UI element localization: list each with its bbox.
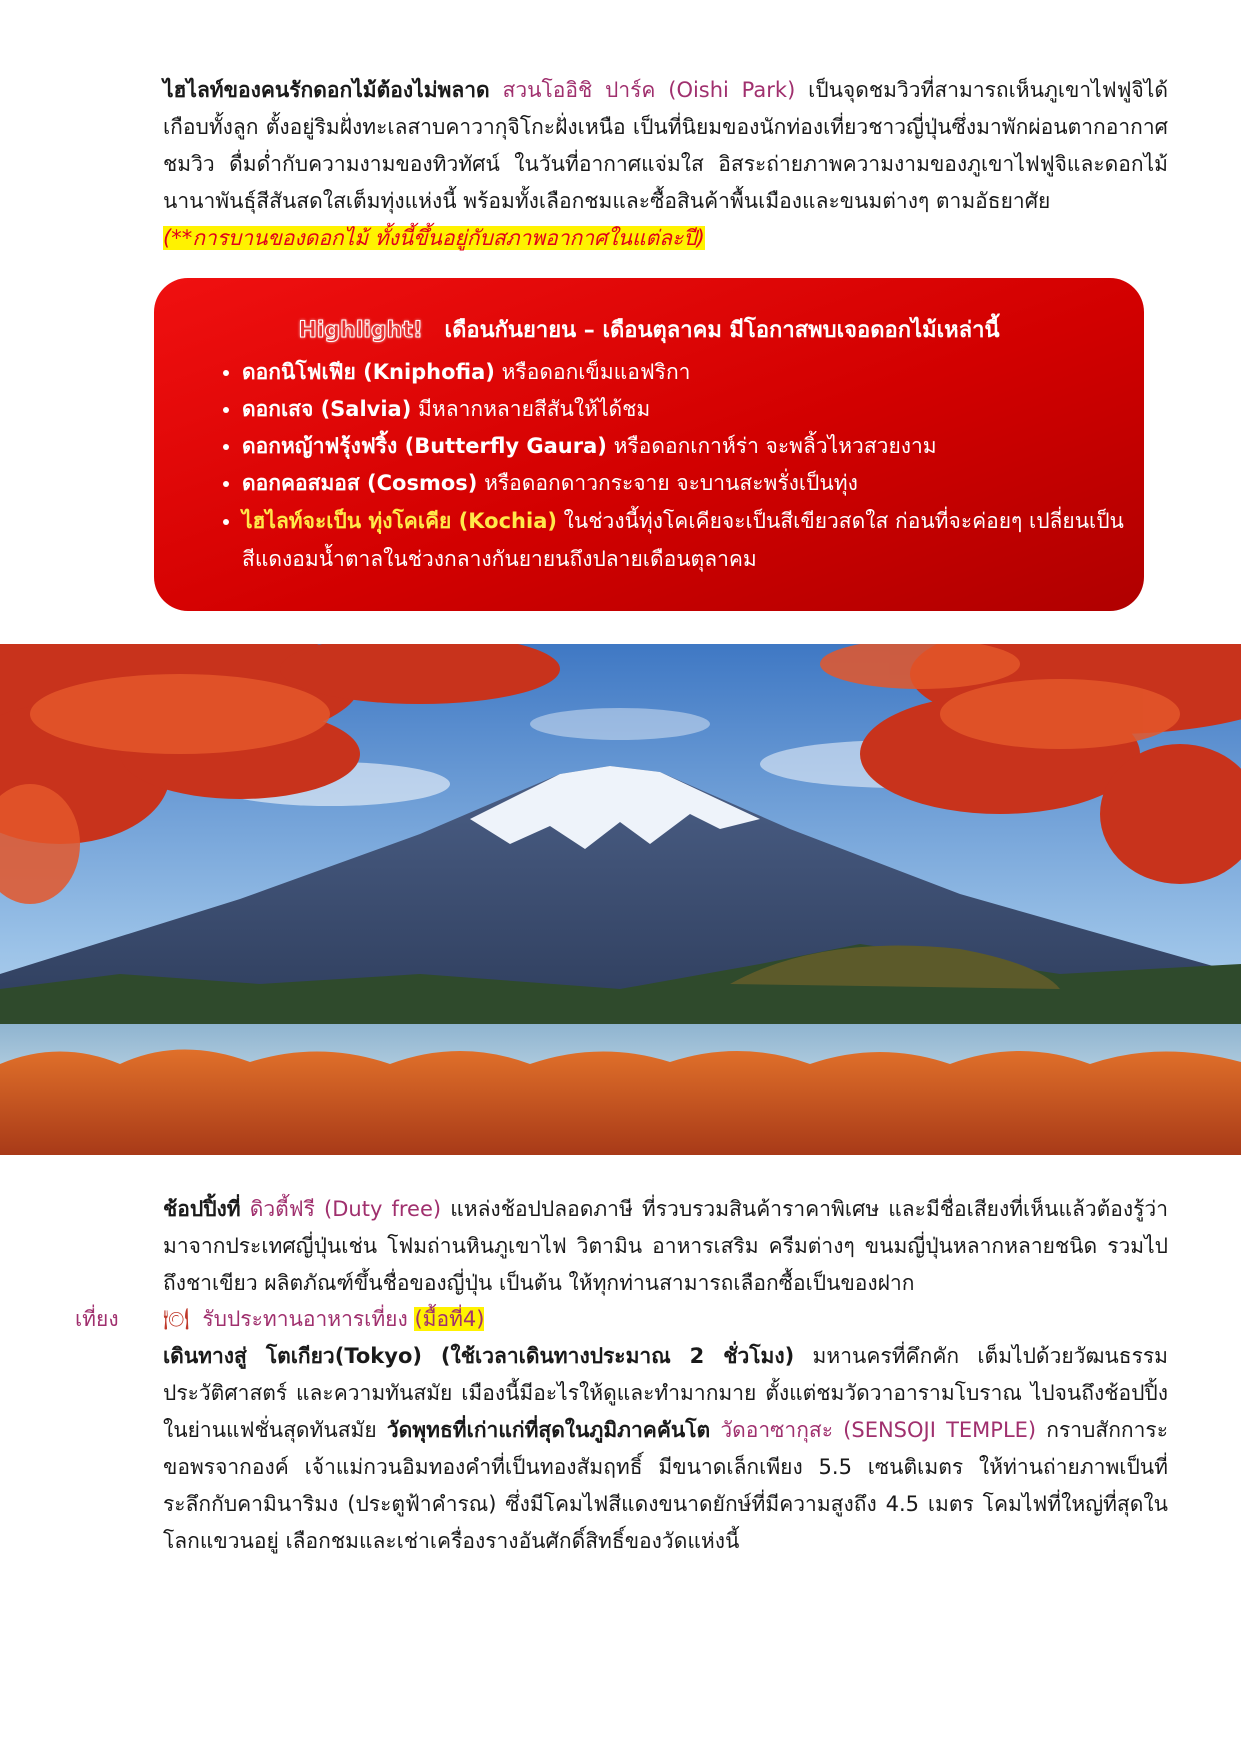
flower-name: ดอกคอสมอส (Cosmos) xyxy=(242,471,478,495)
temple-name: วัดอาซากุสะ (SENSOJI TEMPLE) xyxy=(720,1418,1037,1442)
highlight-box xyxy=(154,278,1144,611)
list-item xyxy=(242,354,1132,391)
shopping-lead: ช้อปปิ้งที่ xyxy=(163,1197,241,1221)
temple-lead: วัดพุทธที่เก่าแก่ที่สุดในภูมิภาคคันโต xyxy=(386,1418,711,1442)
list-item xyxy=(242,391,1132,428)
intro-lead: ไฮไลท์ของคนรักดอกไม้ต้องไม่พลาด xyxy=(163,78,490,102)
flower-name: ไฮไลท์จะเป็น ทุ่งโคเคีย (Kochia) xyxy=(242,509,557,533)
flower-name: ดอกเสจ (Salvia) xyxy=(242,397,412,421)
meal-number: (มื้อที่4) xyxy=(414,1307,485,1331)
highlight-title: เดือนกันยายน – เดือนตุลาคม มีโอกาสพบเจอดอกไม้เหล่านี้ xyxy=(444,318,1000,343)
intro-note: (**การบานของดอกไม้ ทั้งนี้ขึ้นอยู่กับสภาพอากาศในแต่ละปี) xyxy=(163,226,705,250)
meal-icon: 🍽 xyxy=(163,1307,190,1331)
tokyo-body-2: กราบสักการะขอพรจากองค์ เจ้าแม่กวนอิมทองคำที่เป็นทองสัมฤทธิ์ มีขนาดเล็กเพียง 5.5 เซนติเมตร ให้ท่านถ่ายภาพเป็นที่ระลึกกับคามินาริมง (ประตูฟ้าคำรณ) ซึ่งมีโคมไฟสีแดงขนาดยักษ์ที่มีความสูงถึง 4.5 เมตร โคมไฟที่ใหญ่ที่สุดในโลกแขวนอยู่ เลือกชมและเช่าเครื่องรางอันศักดิ์สิทธิ์ของวัดแห่งนี้ xyxy=(163,1418,1168,1553)
list-item xyxy=(242,428,1132,465)
lunch-line xyxy=(163,1301,484,1338)
intro-body: เป็นจุดชมวิวที่สามารถเห็นภูเขาไฟฟูจิได้เกือบทั้งลูก ตั้งอยู่ริมฝั่งทะเลสาบคาวากุจิโกะฝั่งเหนือ เป็นที่นิยมของนักท่องเที่ยวชาวญี่ปุ่นซึ่งมาพักผ่อนตากอากาศ ชมวิว ดื่มด่ำกับความงามของทิวทัศน์ ในวันที่อากาศแจ่มใส อิสระถ่ายภาพความงามของภูเขาไฟฟูจิและดอกไม้นานาพันธุ์สีสันสดใสเต็มทุ่งแห่งนี้ พร้อมทั้งเลือกชมและซื้อสินค้าพื้นเมืองและขนมต่างๆ ตามอัธยาศัย xyxy=(163,78,1168,213)
flower-list xyxy=(214,354,1132,578)
lunch-time-label: เที่ยง xyxy=(75,1307,119,1331)
flower-desc: หรือดอกดาวกระจาย จะบานสะพรั่งเป็นทุ่ง xyxy=(484,471,858,495)
intro-paragraph xyxy=(163,72,1168,257)
flower-desc: หรือดอกเข็มแอฟริกา xyxy=(501,360,691,384)
intro-place: สวนโออิชิ ปาร์ค (Oishi Park) xyxy=(502,78,796,102)
list-item xyxy=(242,465,1132,502)
flower-name: ดอกนิโฟเฟีย (Kniphofia) xyxy=(242,360,495,384)
shopping-paragraph xyxy=(163,1191,1168,1302)
lunch-text: รับประทานอาหารเที่ยง xyxy=(202,1307,408,1331)
flower-desc: ในช่วงนี้ทุ่งโคเคียจะเป็นสีเขียวสดใส ก่อนที่จะค่อยๆ เปลี่ยนเป็นสีแดงอมน้ำตาลในช่วงกลางกันยายนถึงปลายเดือนตุลาคม xyxy=(242,509,1124,571)
shopping-place: ดิวตี้ฟรี (Duty free) xyxy=(249,1197,442,1221)
tokyo-body-1: มหานครที่คึกคัก เต็มไปด้วยวัฒนธรรม ประวัติศาสตร์ และความทันสมัย เมืองนี้มีอะไรให้ดูและทำมากมาย ตั้งแต่ชมวัดวาอารามโบราณ ไปจนถึงช้อปปิ้งในย่านแฟชั่นสุดทันสมัย xyxy=(163,1344,1169,1442)
flower-desc: มีหลากหลายสีสันให้ได้ชม xyxy=(418,397,651,421)
list-item xyxy=(242,502,1132,578)
flower-name: ดอกหญ้าฟรุ้งฟริ้ง (Butterfly Gaura) xyxy=(242,434,607,458)
flower-desc: หรือดอกเกาห์ร่า จะพลิ้วไหวสวยงาม xyxy=(613,434,937,458)
highlight-title-row xyxy=(154,312,1144,347)
tokyo-paragraph xyxy=(163,1338,1168,1560)
highlight-badge: Highlight! xyxy=(298,318,423,343)
shopping-body: แหล่งช้อปปลอดภาษี ที่รวบรวมสินค้าราคาพิเศษ และมีชื่อเสียงที่เห็นแล้วต้องรู้ว่ามาจากประเทศญี่ปุ่นเช่น โฟมถ่านหินภูเขาไฟ วิตามิน อาหารเสริม ครีมต่างๆ ขนมญี่ปุ่นหลากหลายชนิด รวมไปถึงชาเขียว ผลิตภัณฑ์ขึ้นชื่อของญี่ปุ่น เป็นต้น ให้ทุกท่านสามารถเลือกซื้อเป็นของฝาก xyxy=(163,1197,1169,1295)
tokyo-lead: เดินทางสู่ โตเกียว(Tokyo) (ใช้เวลาเดินทางประมาณ 2 ชั่วโมง) xyxy=(163,1344,795,1368)
mount-fuji-photo xyxy=(0,644,1241,1155)
